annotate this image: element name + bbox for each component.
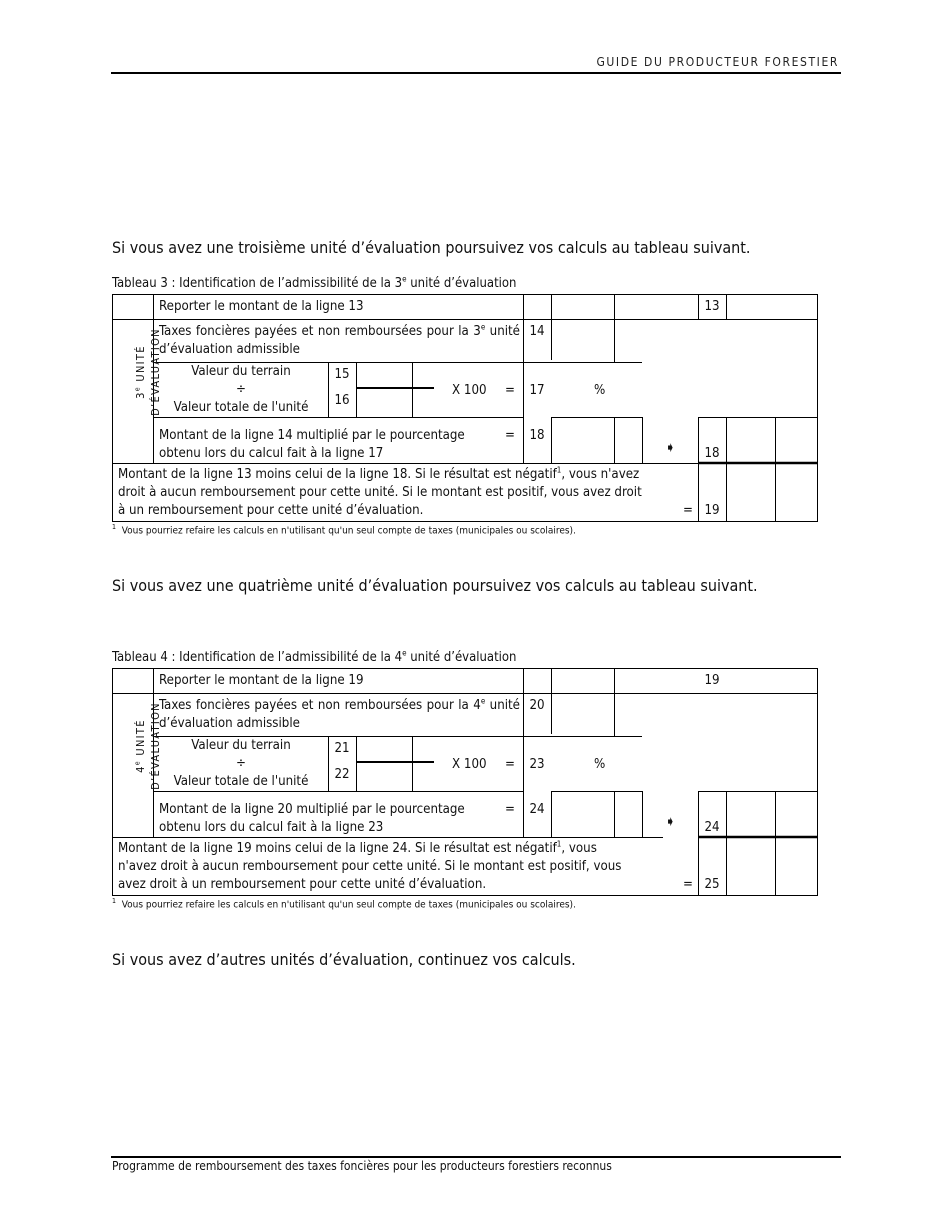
line-number: 18 bbox=[704, 446, 720, 461]
equals-sign: = bbox=[683, 503, 693, 518]
times-100: X 100 bbox=[452, 757, 487, 772]
line-number: 20 bbox=[529, 698, 545, 713]
line-number: 16 bbox=[334, 393, 350, 408]
line-number: 24 bbox=[529, 802, 545, 817]
line-number: 18 bbox=[529, 428, 545, 443]
line-number: 13 bbox=[704, 299, 720, 314]
land-value-label: Valeur du terrain bbox=[191, 738, 291, 753]
net-amount-label: n'avez droit à aucun remboursement pour cette unité. Si le montant est positif, vous bbox=[118, 859, 622, 874]
net-amount-label: avez droit à un remboursement pour cette unité d’évaluation. bbox=[118, 877, 487, 892]
line-number: 19 bbox=[704, 503, 720, 518]
taxes-paid-label: Taxes foncières payées et non remboursées pour la 3e unité d’évaluation admissible bbox=[159, 322, 520, 357]
unit-side-label: 4e UNITÉ D’ÉVALUATION bbox=[133, 702, 162, 790]
unit-side-label: 3e UNITÉ D’ÉVALUATION bbox=[133, 328, 162, 416]
equals-sign: = bbox=[683, 877, 693, 892]
footnote: $^1$ Vous pourriez refaire les calculs en n'utilisant qu'un seul compte de taxes (municipales ou scolaires). bbox=[112, 523, 576, 537]
header-rule bbox=[111, 72, 841, 74]
multiplied-amount-label: obtenu lors du calcul fait à la ligne 17 bbox=[159, 446, 384, 461]
multiplied-amount-label: obtenu lors du calcul fait à la ligne 23 bbox=[159, 820, 384, 835]
page-footer: Programme de remboursement des taxes foncières pour les producteurs forestiers reconnus bbox=[112, 1159, 612, 1173]
multiplied-amount-label: Montant de la ligne 14 multiplié par le pourcentage bbox=[159, 428, 465, 443]
arrow-icon: ➧ bbox=[665, 440, 676, 456]
equals-sign: = bbox=[505, 802, 515, 817]
arrow-icon: ➧ bbox=[665, 814, 676, 830]
net-amount-label: droit à aucun remboursement pour cette unité. Si le montant est positif, vous avez droit bbox=[118, 485, 642, 500]
line-number: 25 bbox=[704, 877, 720, 892]
running-header: GUIDE DU PRODUCTEUR FORESTIER bbox=[596, 55, 839, 69]
table-3 bbox=[112, 294, 818, 522]
percent-sign: % bbox=[594, 383, 606, 398]
divide-sign: ÷ bbox=[236, 756, 246, 771]
intro-third-unit: Si vous avez une troisième unité d’évaluation poursuivez vos calculs au tableau suivant. bbox=[112, 238, 751, 257]
footnote: $^1$ Vous pourriez refaire les calculs en n'utilisant qu'un seul compte de taxes (municipales ou scolaires). bbox=[112, 897, 576, 911]
taxes-paid-label: Taxes foncières payées et non remboursées pour la 4e unité d’évaluation admissible bbox=[159, 696, 520, 731]
equals-sign: = bbox=[505, 757, 515, 772]
line-number: 17 bbox=[529, 383, 545, 398]
total-value-label: Valeur totale de l'unité bbox=[173, 774, 309, 789]
intro-fourth-unit: Si vous avez une quatrième unité d’évaluation poursuivez vos calculs au tableau suivant. bbox=[112, 576, 758, 595]
closing-paragraph: Si vous avez d’autres unités d’évaluation, continuez vos calculs. bbox=[112, 950, 576, 969]
net-amount-label: Montant de la ligne 13 moins celui de la ligne 18. Si le résultat est négatif$^1$, vous n'avez bbox=[118, 465, 640, 482]
footer-rule bbox=[111, 1156, 841, 1158]
net-amount-label: à un remboursement pour cette unité d’évaluation. bbox=[118, 503, 424, 518]
line-number: 19 bbox=[704, 673, 720, 688]
land-value-label: Valeur du terrain bbox=[191, 364, 291, 379]
table-caption: Tableau 3 : Identification de l’admissibilité de la 3e unité d’évaluation bbox=[112, 274, 517, 291]
line-number: 23 bbox=[529, 757, 545, 772]
equals-sign: = bbox=[505, 428, 515, 443]
line-number: 15 bbox=[334, 367, 350, 382]
line-number: 24 bbox=[704, 820, 720, 835]
multiplied-amount-label: Montant de la ligne 20 multiplié par le pourcentage bbox=[159, 802, 465, 817]
line-number: 14 bbox=[529, 324, 545, 339]
line-number: 22 bbox=[334, 767, 350, 782]
times-100: X 100 bbox=[452, 383, 487, 398]
divide-sign: ÷ bbox=[236, 382, 246, 397]
percent-sign: % bbox=[594, 757, 606, 772]
equals-sign: = bbox=[505, 383, 515, 398]
table-4 bbox=[112, 668, 818, 896]
total-value-label: Valeur totale de l'unité bbox=[173, 400, 309, 415]
net-amount-label: Montant de la ligne 19 moins celui de la ligne 24. Si le résultat est négatif$^1$, vous bbox=[118, 839, 597, 856]
line-number: 21 bbox=[334, 741, 350, 756]
report-amount-label: Reporter le montant de la ligne 13 bbox=[159, 299, 364, 314]
table-caption: Tableau 4 : Identification de l’admissibilité de la 4e unité d’évaluation bbox=[112, 648, 517, 665]
report-amount-label: Reporter le montant de la ligne 19 bbox=[159, 673, 364, 688]
